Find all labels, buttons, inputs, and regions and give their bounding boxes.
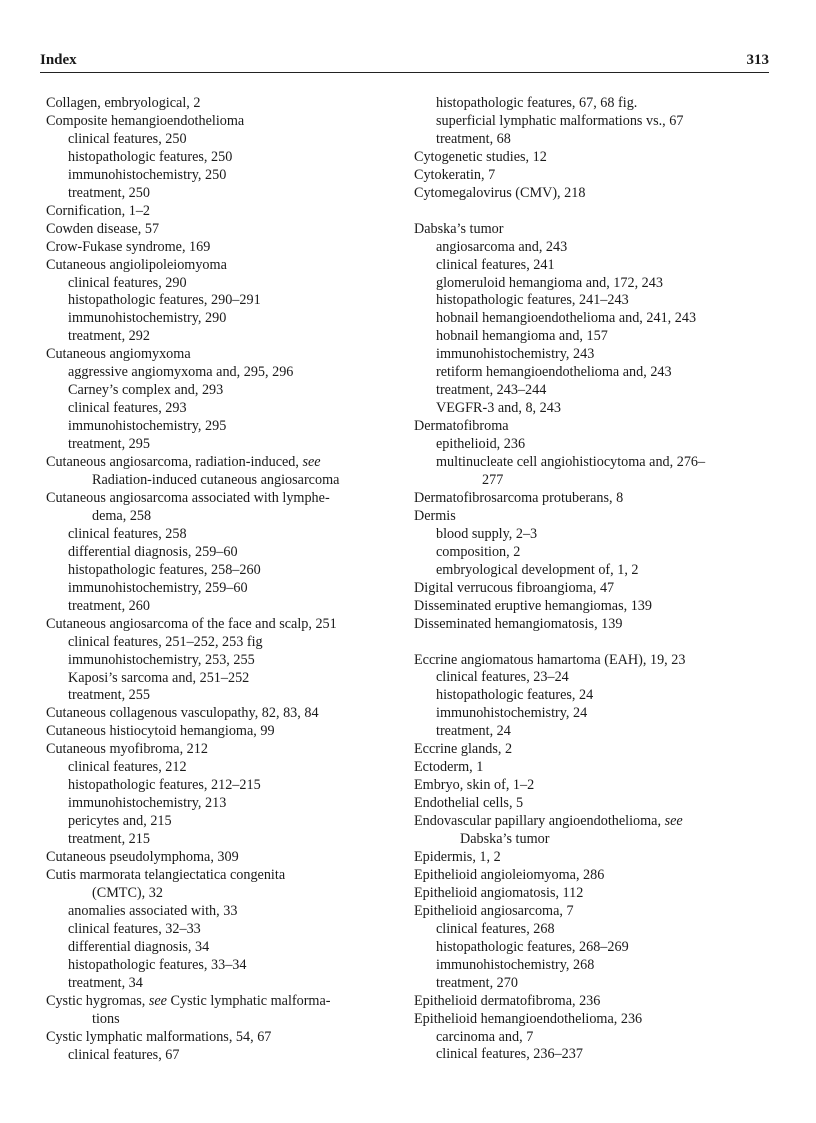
entry-text: Epidermis, 1, 2 [414,849,501,865]
entry-text: Endovascular papillary angioendothelioma, [414,813,662,830]
index-subentry [46,1047,402,1065]
index-subentry [414,975,770,993]
index-subentry [46,957,402,975]
entry-text: VEGFR-3 and, 8, 243 [436,400,561,417]
index-subentry [414,364,770,382]
index-entry [414,580,770,598]
index-column-left [46,95,402,1064]
entry-text: clinical features, 293 [68,400,187,417]
index-subentry [46,310,402,328]
entry-text: immunohistochemistry, 259–60 [68,579,248,596]
index-entry [46,616,402,634]
index-subentry [414,669,770,687]
index-subentry [46,167,402,185]
entry-text: Cytogenetic studies, 12 [414,148,547,165]
index-entry [414,867,770,885]
index-entry [414,813,770,849]
index-subentry [46,831,402,849]
entry-text: Dermatofibrosarcoma protuberans, 8 [414,489,624,506]
entry-text: treatment, 243–244 [436,382,547,399]
index-entry [414,903,770,921]
index-subentry [414,257,770,275]
index-entry [414,849,770,867]
entry-text: differential diagnosis, 34 [68,938,210,955]
index-entry [414,508,770,526]
entry-text: treatment, 34 [68,974,143,991]
index-subentry [414,705,770,723]
entry-text: immunohistochemistry, 253, 255 [68,651,255,668]
entry-text: Eccrine angiomatous hamartoma (EAH), 19, 23 [414,651,686,668]
index-entry [46,741,402,759]
entry-text: Ectoderm, 1 [414,759,484,776]
entry-text: Cutaneous angiosarcoma associated with lymphe- [46,489,330,506]
entry-text: Disseminated hemangiomatosis, 139 [414,615,623,632]
entry-text: histopathologic features, 268–269 [436,938,629,955]
entry-text: histopathologic features, 258–260 [68,561,261,578]
index-subentry [414,436,770,454]
index-subentry [414,95,770,113]
entry-text: Endothelial cells, 5 [414,795,524,812]
entry-text: Cutaneous pseudolymphoma, 309 [46,849,239,866]
page-number: 313 [746,52,769,68]
entry-text: anomalies associated with, 33 [68,902,238,919]
index-subentry [46,131,402,149]
index-subentry [414,921,770,939]
index-subentry [414,723,770,741]
index-entry [414,616,770,634]
entry-text: Cystic lymphatic malformations, 54, 67 [46,1028,272,1045]
entry-continuation: dema, 258 [92,507,152,524]
entry-text: clinical features, 236–237 [436,1046,583,1063]
entry-text: clinical features, 23–24 [436,669,569,686]
entry-text: Cytokeratin, 7 [414,166,496,183]
index-entry [46,993,402,1029]
entry-text: epithelioid, 236 [436,436,526,453]
entry-continuation: tions [92,1010,120,1027]
entry-text: histopathologic features, 290–291 [68,292,261,309]
index-entry [46,723,402,741]
index-subentry [414,526,770,544]
entry-text: Cystic hygromas, [46,992,146,1009]
index-entry [414,652,770,670]
index-subentry [46,185,402,203]
index-entry [414,221,770,239]
entry-text: clinical features, 251–252, 253 fig [68,633,263,650]
index-subentry [46,652,402,670]
index-subentry [414,275,770,293]
entry-text: treatment, 215 [68,831,150,848]
entry-text: pericytes and, 215 [68,813,172,830]
index-subentry [46,670,402,688]
index-subentry [414,400,770,418]
entry-text: hobnail hemangioma and, 157 [436,328,608,345]
entry-text: clinical features, 250 [68,130,187,147]
entry-text: blood supply, 2–3 [436,525,538,542]
entry-text: histopathologic features, 212–215 [68,777,261,794]
index-entry [46,113,402,131]
entry-text: treatment, 24 [436,723,511,740]
entry-continuation: Radiation-induced cutaneous angiosarcoma [92,472,340,489]
entry-text: treatment, 68 [436,130,511,147]
index-subentry [46,292,402,310]
index-subentry [46,813,402,831]
index-subentry [414,544,770,562]
entry-text: Kaposi’s sarcoma and, 251–252 [68,669,250,686]
entry-text: Cytomegalovirus (CMV), 218 [414,184,586,201]
entry-text: immunohistochemistry, 24 [436,705,588,722]
index-entry [46,490,402,526]
index-entry [414,777,770,795]
entry-text: retiform hemangioendothelioma and, 243 [436,364,672,381]
index-entry [414,759,770,777]
index-subentry [46,759,402,777]
entry-continuation: (CMTC), 32 [92,884,163,901]
entry-text: Cutaneous angiomyxoma [46,346,191,363]
entry-text: histopathologic features, 33–34 [68,956,247,973]
entry-text: histopathologic features, 67, 68 fig. [436,95,638,111]
index-subentry [46,795,402,813]
section-gap [414,634,770,652]
index-subentry [46,328,402,346]
entry-text: glomeruloid hemangioma and, 172, 243 [436,274,663,291]
entry-text: clinical features, 212 [68,759,187,776]
index-subentry [414,346,770,364]
index-subentry [414,1046,770,1064]
index-entry [46,705,402,723]
entry-text: treatment, 250 [68,184,150,201]
index-entry [414,795,770,813]
index-subentry [414,113,770,131]
index-subentry [46,418,402,436]
entry-text: embryological development of, 1, 2 [436,561,639,578]
index-entry [414,418,770,436]
index-entry [46,257,402,275]
entry-text: treatment, 255 [68,687,150,704]
entry-text: immunohistochemistry, 243 [436,346,595,363]
index-subentry [414,939,770,957]
entry-text: composition, 2 [436,543,521,560]
index-subentry [414,687,770,705]
index-subentry [46,400,402,418]
entry-text: Epithelioid angiosarcoma, 7 [414,902,574,919]
entry-text: Cutis marmorata telangiectatica congenita [46,866,286,883]
entry-text: treatment, 270 [436,974,518,991]
entry-text: immunohistochemistry, 250 [68,166,227,183]
index-subentry [46,975,402,993]
header-title: Index [40,52,77,68]
index-entry [414,167,770,185]
index-subentry [46,921,402,939]
entry-text: histopathologic features, 24 [436,687,594,704]
entry-text: multinucleate cell angiohistiocytoma and, 276– [436,454,706,471]
entry-text: Dermis [414,507,456,524]
index-entry [414,741,770,759]
entry-text: Epithelioid hemangioendothelioma, 236 [414,1010,643,1027]
index-subentry [414,292,770,310]
index-entry [414,185,770,203]
entry-text: Epithelioid dermatofibroma, 236 [414,992,601,1009]
entry-text: Cutaneous angiosarcoma of the face and scalp, 251 [46,615,337,632]
entry-text: superficial lymphatic malformations vs., 67 [436,112,684,129]
index-subentry [414,562,770,580]
index-subentry [46,436,402,454]
entry-text: Cornification, 1–2 [46,202,151,219]
index-subentry [414,454,770,490]
index-entry [414,993,770,1011]
entry-text: clinical features, 67 [68,1046,180,1063]
entry-text: Cowden disease, 57 [46,220,160,237]
entry-text: clinical features, 258 [68,525,187,542]
index-subentry [46,562,402,580]
entry-text: immunohistochemistry, 213 [68,795,227,812]
index-subentry [46,634,402,652]
index-entry [46,346,402,364]
entry-text: differential diagnosis, 259–60 [68,543,238,560]
entry-text: Cutaneous histiocytoid hemangioma, 99 [46,723,275,740]
index-subentry [46,939,402,957]
entry-text: Cutaneous angiolipoleiomyoma [46,256,227,273]
index-subentry [46,903,402,921]
index-entry [46,221,402,239]
index-subentry [46,149,402,167]
index-entry [46,239,402,257]
entry-continuation: 277 [482,472,504,488]
entry-text: Eccrine glands, 2 [414,741,513,758]
index-subentry [414,131,770,149]
index-subentry [414,382,770,400]
see-reference: see [148,992,167,1009]
entry-text: treatment, 292 [68,328,150,345]
index-entry [414,490,770,508]
index-subentry [414,328,770,346]
entry-text: histopathologic features, 241–243 [436,292,629,309]
section-gap [414,203,770,221]
see-target: Cystic lymphatic malforma- [170,992,331,1009]
index-subentry [46,777,402,795]
index-subentry [46,364,402,382]
entry-text: Cutaneous myofibroma, 212 [46,741,208,758]
entry-text: Cutaneous angiosarcoma, radiation-induced, [46,454,299,471]
index-entry [414,149,770,167]
index-subentry [414,957,770,975]
index-subentry [46,598,402,616]
index-subentry [46,580,402,598]
index-entry [414,598,770,616]
index-entry [46,95,402,113]
entry-text: carcinoma and, 7 [436,1028,534,1045]
entry-text: Dermatofibroma [414,418,509,435]
entry-text: Composite hemangioendothelioma [46,112,245,129]
index-subentry [46,544,402,562]
index-entry [46,1029,402,1047]
entry-text: clinical features, 32–33 [68,920,201,937]
index-entry [46,203,402,221]
entry-text: clinical features, 268 [436,920,555,937]
index-column-right [414,95,770,1064]
index-entry [46,867,402,903]
entry-text: Dabska’s tumor [414,220,504,237]
index-subentry [46,275,402,293]
index-subentry [414,239,770,257]
index-entry [414,885,770,903]
index-entry [46,454,402,490]
entry-text: immunohistochemistry, 295 [68,418,227,435]
entry-text: Collagen, embryological, 2 [46,95,201,111]
entry-text: hobnail hemangioendothelioma and, 241, 243 [436,310,697,327]
entry-continuation: Dabska’s tumor [460,831,550,848]
entry-text: angiosarcoma and, 243 [436,238,568,255]
index-subentry [46,382,402,400]
running-header [40,52,769,73]
entry-text: aggressive angiomyxoma and, 295, 296 [68,364,294,381]
see-reference: see [664,813,683,830]
entry-text: clinical features, 241 [436,256,555,273]
entry-text: Carney’s complex and, 293 [68,382,224,399]
entry-text: Crow-Fukase syndrome, 169 [46,238,211,255]
see-reference: see [302,454,321,471]
index-entry [414,1011,770,1029]
entry-text: immunohistochemistry, 268 [436,956,595,973]
entry-text: Cutaneous collagenous vasculopathy, 82, 83, 84 [46,705,319,722]
entry-text: treatment, 295 [68,436,150,453]
entry-text: Digital verrucous fibroangioma, 47 [414,579,615,596]
entry-text: clinical features, 290 [68,274,187,291]
index-entry [46,849,402,867]
entry-text: treatment, 260 [68,597,150,614]
index-subentry [414,1029,770,1047]
entry-text: histopathologic features, 250 [68,148,233,165]
index-subentry [46,526,402,544]
index-subentry [46,687,402,705]
entry-text: Epithelioid angioleiomyoma, 286 [414,866,605,883]
entry-text: Epithelioid angiomatosis, 112 [414,884,584,901]
index-subentry [414,310,770,328]
entry-text: immunohistochemistry, 290 [68,310,227,327]
entry-text: Disseminated eruptive hemangiomas, 139 [414,597,652,614]
entry-text: Embryo, skin of, 1–2 [414,777,535,794]
